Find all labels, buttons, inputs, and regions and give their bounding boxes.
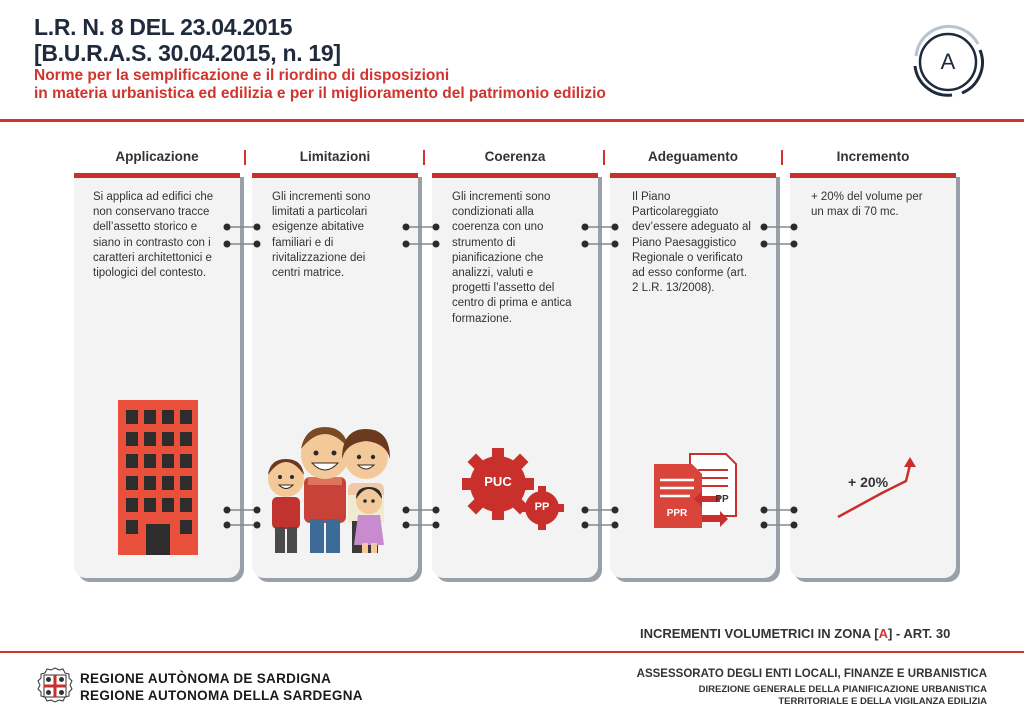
column-separator [423,150,425,165]
connector-link-icon [223,222,261,232]
footer-title-suffix: ] - ART. 30 [887,626,951,641]
text-line: Si applica ad edifici che [93,191,214,203]
text-line: strumento di [452,236,516,249]
doc-label-pp: PP [715,494,729,505]
region-name-italian: REGIONE AUTONOMA DELLA SARDEGNA [80,688,363,703]
text-line: familiari e di [272,236,334,249]
text-line: centro di prima e antica [452,297,572,310]
bulletin-reference: [B.U.R.A.S. 30.04.2015, n. 19] [34,40,341,66]
column-separator [244,150,246,165]
text-line: non conservano tracce [93,206,210,219]
zone-badge-letter: A [940,49,956,74]
connector-link-icon [760,222,798,232]
card-text-adeguamento [632,190,751,296]
directorate-line-1: DIREZIONE GENERALE DELLA PIANIFICAZIONE URBANISTICA [698,684,987,695]
connector-link-icon [760,239,798,249]
connector-link-icon [581,520,619,530]
region-name-sardinian: REGIONE AUTÒNOMA DE SARDIGNA [80,671,332,686]
text-line: un max di 70 mc. [811,206,899,219]
card-text-limitazioni [272,190,370,281]
connector-link-icon [402,505,440,515]
column-separator [603,150,605,165]
text-line: Particolareggiato [632,206,719,219]
text-line: progetti l’assetto del [452,282,555,295]
text-line: dev’essere adeguato al [632,221,751,234]
sardinia-coat-of-arms-icon [36,667,74,705]
text-line: + 20% del volume per [811,191,923,203]
gear-label-pp: PP [534,501,550,513]
footer-title-zone: A [878,626,888,641]
gear-label-puc: PUC [484,474,512,489]
connector-link-icon [402,239,440,249]
family-icon [262,415,407,555]
text-line: tipologici del contesto. [93,267,207,280]
connector-link-icon [402,222,440,232]
connector-link-icon [223,505,261,515]
column-title-adeguamento: Adeguamento [647,149,738,164]
text-line: centri matrice. [272,267,345,280]
card-text-applicazione [93,190,213,281]
footer-divider [0,651,1024,653]
footer-title [640,626,950,641]
text-line: analizzi, valuti e [452,267,534,280]
column-separator [781,150,783,165]
text-line: condizionati alla [452,206,534,219]
connector-link-icon [223,520,261,530]
text-line: Piano Paesaggistico [632,236,737,249]
text-line: rivitalizzazione dei [272,251,366,264]
text-line: 2 L.R. 13/2008). [632,282,715,295]
column-title-incremento: Incremento [836,149,910,164]
connector-link-icon [581,222,619,232]
header-divider [0,119,1024,122]
text-line: Regionale o verificato [632,251,743,264]
footer-title-prefix: INCREMENTI VOLUMETRICI IN ZONA [ [640,626,879,641]
text-line: pianificazione che [452,251,544,264]
department-name: ASSESSORATO DEGLI ENTI LOCALI, FINANZE E URBANISTICA [636,668,987,680]
text-line: dell’assetto storico e [93,221,198,234]
connector-link-icon [760,505,798,515]
card-text-coerenza [452,190,572,327]
text-line: limitati a particolari [272,206,368,219]
text-line: caratteri architettonici e [93,251,212,264]
law-subtitle-line-2: in materia urbanistica ed edilizia e per il miglioramento del patrimonio edilizio [34,85,606,102]
column-title-limitazioni: Limitazioni [299,149,371,164]
column-title-applicazione: Applicazione [115,149,199,164]
law-title: L.R. N. 8 DEL 23.04.2015 [34,14,293,40]
text-line: formazione. [452,312,513,325]
growth-arrow-icon [832,455,922,525]
directorate-line-2: TERRITORIALE E DELLA VIGILANZA EDILIZIA [778,696,987,707]
connector-link-icon [760,520,798,530]
law-subtitle-line-1: Norme per la semplificazione e il riordino di disposizioni [34,67,450,84]
increment-label: + 20% [848,474,889,490]
connector-link-icon [223,239,261,249]
connector-link-icon [581,505,619,515]
text-line: ad esso conforme (art. [632,267,748,280]
text-line: siano in contrasto con i [93,236,211,249]
building-icon [118,400,198,555]
column-title-coerenza: Coerenza [484,149,546,164]
connector-link-icon [581,239,619,249]
doc-label-ppr: PPR [666,508,688,519]
card-text-incremento [811,190,923,220]
connector-link-icon [402,520,440,530]
text-line: coerenza con uno [452,221,544,234]
text-line: Gli incrementi sono [272,191,371,203]
text-line: Gli incrementi sono [452,191,551,203]
gears-icon [462,448,577,533]
text-line: esigenze abitative [272,221,365,234]
text-line: Il Piano [632,191,671,203]
